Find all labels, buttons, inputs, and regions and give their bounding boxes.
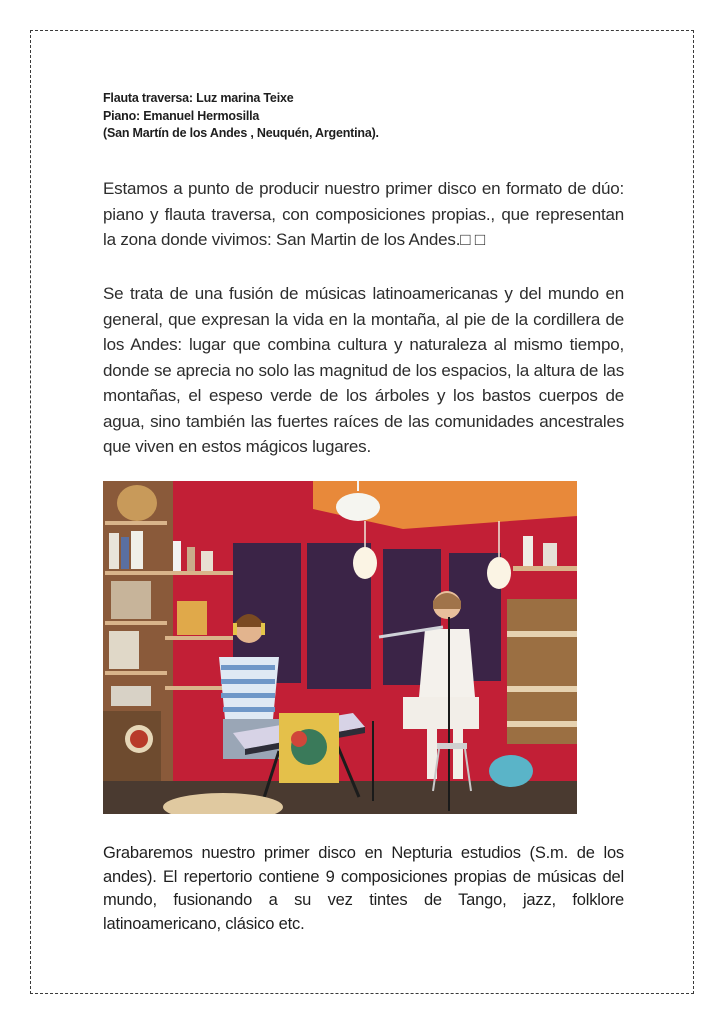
credit-piano: Piano: Emanuel Hermosilla bbox=[103, 108, 260, 123]
credits-block bbox=[103, 90, 523, 143]
intro-paragraph: Estamos a punto de producir nuestro primer disco en formato de dúo: piano y flauta traversa, con composiciones propias., que representan la zona donde vivimos: San Martin de los Andes.□ □ bbox=[103, 179, 624, 249]
recording-paragraph: Grabaremos nuestro primer disco en Nepturia estudios (S.m. de los andes). El repertorio contiene 9 composiciones propias de músicas del mundo, fusionando a su vez tintes de Tango, jazz, folklore latinoamericano, clásico etc. bbox=[103, 844, 624, 933]
description-paragraph: Se trata de una fusión de músicas latinoamericanas y del mundo en general, que expresan la vida en la montaña, al pie de la cordillera de los Andes: lugar que combina cultura y naturaleza al mismo tiempo, donde se aprecia no solo las magnitud de los espacios, la altura de las montañas, el espeso verde de los árboles y los bastos cuerpos de agua, sino también las fuertes raíces de las comunidades ancestrales que viven en estos mágicos lugares. bbox=[103, 284, 624, 456]
musicians-photo bbox=[103, 481, 577, 814]
credit-flute: Flauta traversa: Luz marina Teixe bbox=[103, 91, 294, 105]
credit-location: (San Martín de los Andes , Neuquén, Argentina). bbox=[103, 126, 379, 140]
